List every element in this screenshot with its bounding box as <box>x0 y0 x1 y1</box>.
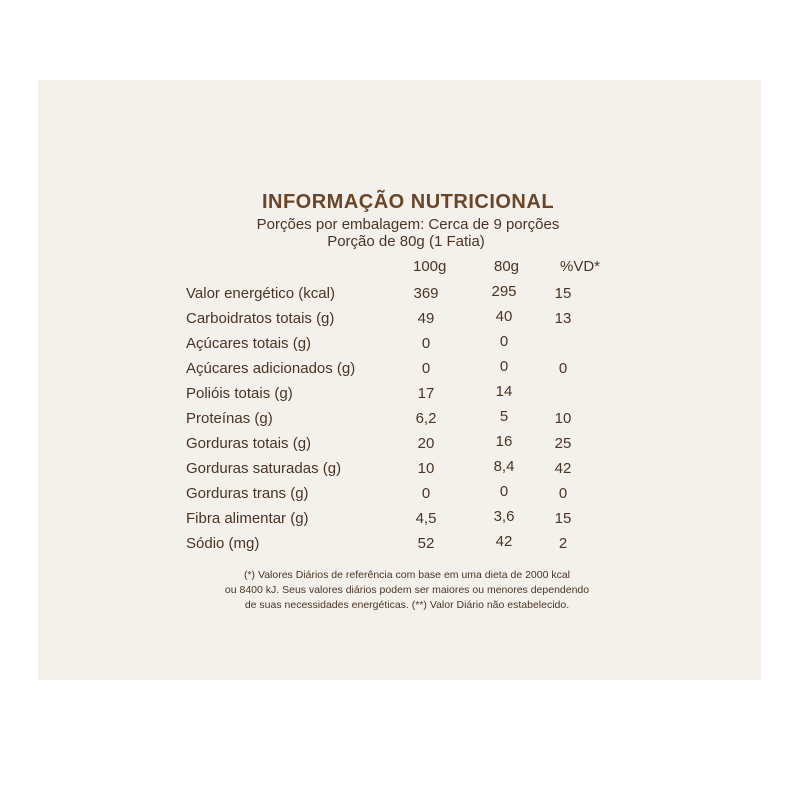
value-per-portion: 0 <box>499 483 509 500</box>
daily-value-percent: 42 <box>554 460 572 477</box>
value-per-100g: 52 <box>417 535 435 552</box>
servings-per-package: Porções por embalagem: Cerca de 9 porções <box>256 216 560 233</box>
daily-value-percent: 15 <box>554 510 572 527</box>
value-per-portion: 14 <box>495 383 513 400</box>
footnote-line: ou 8400 kJ. Seus valores diários podem ser maiores ou menores dependendo <box>224 584 590 596</box>
nutrient-name: Gorduras trans (g) <box>186 485 309 502</box>
value-per-portion: 16 <box>495 433 513 450</box>
value-per-portion: 8,4 <box>493 458 515 475</box>
nutrient-name: Fibra alimentar (g) <box>186 510 309 527</box>
nutrient-row <box>186 410 606 432</box>
column-header-daily-value: %VD* <box>560 258 601 275</box>
value-per-100g: 4,5 <box>415 510 437 527</box>
value-per-portion: 0 <box>499 333 509 350</box>
value-per-portion: 0 <box>499 358 509 375</box>
nutrient-name: Valor energético (kcal) <box>186 285 335 302</box>
footnote-line: (*) Valores Diários de referência com base em uma dieta de 2000 kcal <box>243 569 571 581</box>
nutrient-name: Açúcares totais (g) <box>186 335 312 352</box>
footnote-line: de suas necessidades energéticas. (**) Valor Diário não estabelecido. <box>244 599 570 611</box>
nutrient-name: Carboidratos totais (g) <box>186 310 335 327</box>
nutrient-row <box>186 510 606 532</box>
nutrient-row <box>186 460 606 482</box>
column-header-80g: 80g <box>494 258 520 275</box>
value-per-portion: 295 <box>491 283 517 300</box>
value-per-100g: 0 <box>421 335 431 352</box>
nutrient-name: Gorduras saturadas (g) <box>186 460 342 477</box>
footnote <box>38 568 776 613</box>
value-per-100g: 6,2 <box>415 410 437 427</box>
nutrient-row <box>186 535 606 557</box>
value-per-100g: 49 <box>417 310 435 327</box>
nutrient-name: Açúcares adicionados (g) <box>186 360 356 377</box>
daily-value-percent: 0 <box>558 485 568 502</box>
nutrient-row <box>186 285 606 307</box>
daily-value-percent: 13 <box>554 310 572 327</box>
value-per-100g: 17 <box>417 385 435 402</box>
value-per-portion: 42 <box>495 533 513 550</box>
nutrient-row <box>186 335 606 357</box>
value-per-portion: 5 <box>499 408 509 425</box>
daily-value-percent: 25 <box>554 435 572 452</box>
nutrition-facts-label <box>38 80 761 680</box>
nutrient-name: Sódio (mg) <box>186 535 260 552</box>
nutrient-row <box>186 435 606 457</box>
nutrient-row <box>186 360 606 382</box>
value-per-portion: 3,6 <box>493 508 515 525</box>
value-per-100g: 10 <box>417 460 435 477</box>
column-header-100g: 100g <box>413 258 447 275</box>
value-per-100g: 0 <box>421 485 431 502</box>
label-title: INFORMAÇÃO NUTRICIONAL <box>261 191 555 213</box>
nutrient-row <box>186 385 606 407</box>
value-per-100g: 369 <box>413 285 439 302</box>
daily-value-percent: 0 <box>558 360 568 377</box>
daily-value-percent: 15 <box>554 285 572 302</box>
nutrient-name: Polióis totais (g) <box>186 385 293 402</box>
nutrient-row <box>186 310 606 332</box>
value-per-portion: 40 <box>495 308 513 325</box>
serving-size: Porção de 80g (1 Fatia) <box>327 233 485 250</box>
label-panel <box>38 80 761 680</box>
value-per-100g: 0 <box>421 360 431 377</box>
nutrient-name: Proteínas (g) <box>186 410 273 427</box>
value-per-100g: 20 <box>417 435 435 452</box>
nutrient-name: Gorduras totais (g) <box>186 435 312 452</box>
daily-value-percent: 10 <box>554 410 572 427</box>
nutrient-row <box>186 485 606 507</box>
daily-value-percent: 2 <box>558 535 568 552</box>
